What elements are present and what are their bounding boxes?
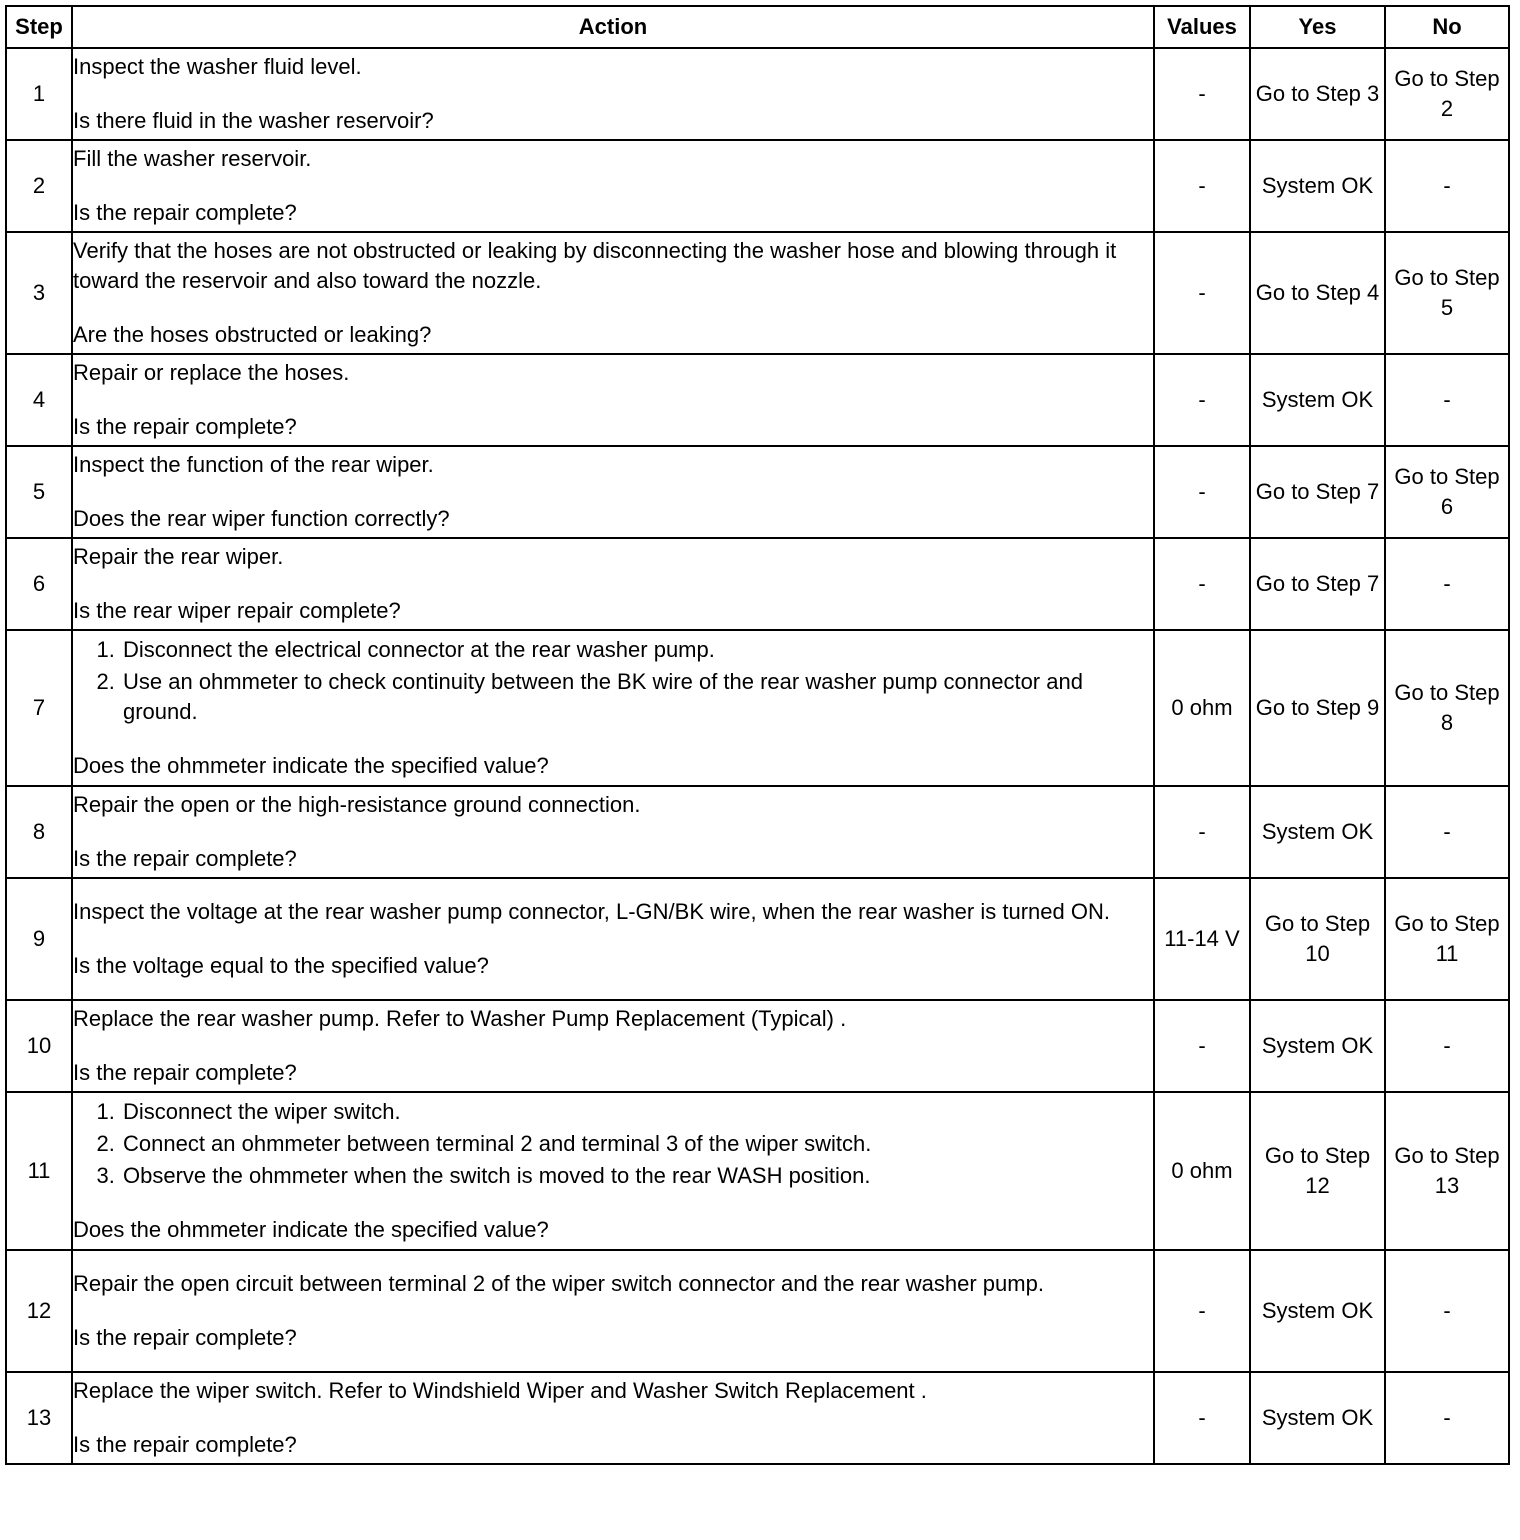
table-row [6, 140, 1509, 232]
action-text: Inspect the voltage at the rear washer pump connector, L-GN/BK wire, when the rear washer is turned ON. [73, 899, 1110, 924]
value-cell: - [1154, 1250, 1250, 1372]
list-item: 3. Observe the ohmmeter when the switch is moved to the rear WASH position. [121, 1161, 1153, 1191]
action-question: Is the repair complete? [73, 200, 297, 225]
action-text: Repair the open or the high-resistance ground connection. [73, 792, 641, 817]
table-row [6, 630, 1509, 786]
action-cell [72, 48, 1154, 140]
action-cell [72, 1250, 1154, 1372]
step-number: 4 [6, 354, 72, 446]
action-cell [72, 1372, 1154, 1464]
table-row [6, 446, 1509, 538]
action-text: Inspect the function of the rear wiper. [73, 452, 434, 477]
yes-cell: System OK [1250, 1372, 1385, 1464]
yes-cell: Go to Step 4 [1250, 232, 1385, 354]
table-row [6, 354, 1509, 446]
no-cell: - [1385, 1000, 1509, 1092]
action-cell [72, 446, 1154, 538]
value-cell: - [1154, 1000, 1250, 1092]
list-item: 2. Use an ohmmeter to check continuity between the BK wire of the rear washer pump connector and ground. [121, 667, 1153, 727]
value-cell: - [1154, 140, 1250, 232]
action-cell [72, 1000, 1154, 1092]
action-question: Does the ohmmeter indicate the specified value? [73, 1217, 549, 1242]
value-cell: - [1154, 232, 1250, 354]
action-text: Repair the open circuit between terminal 2 of the wiper switch connector and the rear washer pump. [73, 1271, 1044, 1296]
action-question: Is the rear wiper repair complete? [73, 598, 401, 623]
yes-cell: Go to Step 9 [1250, 630, 1385, 786]
no-cell: - [1385, 786, 1509, 878]
no-cell: Go to Step 2 [1385, 48, 1509, 140]
no-cell: - [1385, 1250, 1509, 1372]
value-cell: - [1154, 446, 1250, 538]
no-cell: Go to Step 8 [1385, 630, 1509, 786]
action-question: Is there fluid in the washer reservoir? [73, 108, 434, 133]
list-item: 2. Connect an ohmmeter between terminal 2 and terminal 3 of the wiper switch. [121, 1129, 1153, 1159]
step-number: 2 [6, 140, 72, 232]
value-cell: 11-14 V [1154, 878, 1250, 1000]
action-cell [72, 140, 1154, 232]
action-text: Replace the wiper switch. Refer to Windshield Wiper and Washer Switch Replacement . [73, 1378, 927, 1403]
yes-cell: Go to Step 12 [1250, 1092, 1385, 1250]
action-cell [72, 538, 1154, 630]
list-item: 1. Disconnect the wiper switch. [121, 1097, 1153, 1127]
action-question: Does the ohmmeter indicate the specified value? [73, 753, 549, 778]
no-cell: Go to Step 5 [1385, 232, 1509, 354]
no-cell: - [1385, 354, 1509, 446]
table-row [6, 538, 1509, 630]
action-question: Is the repair complete? [73, 846, 297, 871]
value-cell: - [1154, 538, 1250, 630]
step-number: 7 [6, 630, 72, 786]
header-values: Values [1154, 6, 1250, 48]
value-cell: - [1154, 354, 1250, 446]
step-number: 9 [6, 878, 72, 1000]
action-question: Is the voltage equal to the specified value? [73, 953, 489, 978]
no-cell: Go to Step 11 [1385, 878, 1509, 1000]
yes-cell: Go to Step 3 [1250, 48, 1385, 140]
action-cell [72, 354, 1154, 446]
action-question: Are the hoses obstructed or leaking? [73, 322, 432, 347]
yes-cell: System OK [1250, 354, 1385, 446]
action-text: Repair the rear wiper. [73, 544, 284, 569]
step-number: 8 [6, 786, 72, 878]
action-cell [72, 786, 1154, 878]
action-text: Replace the rear washer pump. Refer to Washer Pump Replacement (Typical) . [73, 1006, 847, 1031]
table-row [6, 1372, 1509, 1464]
table-row [6, 878, 1509, 1000]
value-cell: - [1154, 48, 1250, 140]
action-question: Is the repair complete? [73, 1432, 297, 1457]
yes-cell: System OK [1250, 140, 1385, 232]
action-cell [72, 878, 1154, 1000]
action-text: Inspect the washer fluid level. [73, 54, 362, 79]
action-question: Does the rear wiper function correctly? [73, 506, 450, 531]
diagnostic-table [5, 5, 1510, 1465]
no-cell: Go to Step 13 [1385, 1092, 1509, 1250]
yes-cell: Go to Step 7 [1250, 538, 1385, 630]
action-question: Is the repair complete? [73, 1325, 297, 1350]
action-cell [72, 232, 1154, 354]
yes-cell: Go to Step 7 [1250, 446, 1385, 538]
header-step: Step [6, 6, 72, 48]
action-text: Verify that the hoses are not obstructed or leaking by disconnecting the washer hose and blowing through it toward the reservoir and also toward the nozzle. [73, 238, 1117, 293]
yes-cell: System OK [1250, 1250, 1385, 1372]
no-cell: - [1385, 1372, 1509, 1464]
action-steps-list [73, 1097, 1153, 1191]
step-number: 5 [6, 446, 72, 538]
list-item: 1. Disconnect the electrical connector at the rear washer pump. [121, 635, 1153, 665]
action-cell [72, 1092, 1154, 1250]
step-number: 12 [6, 1250, 72, 1372]
no-cell: - [1385, 538, 1509, 630]
header-row [6, 6, 1509, 48]
action-text: Repair or replace the hoses. [73, 360, 350, 385]
no-cell: Go to Step 6 [1385, 446, 1509, 538]
table-row [6, 786, 1509, 878]
action-steps-list [73, 635, 1153, 727]
value-cell: - [1154, 786, 1250, 878]
table-row [6, 1000, 1509, 1092]
value-cell: 0 ohm [1154, 1092, 1250, 1250]
header-no: No [1385, 6, 1509, 48]
action-text: Fill the washer reservoir. [73, 146, 312, 171]
action-question: Is the repair complete? [73, 414, 297, 439]
step-number: 6 [6, 538, 72, 630]
step-number: 3 [6, 232, 72, 354]
step-number: 10 [6, 1000, 72, 1092]
header-yes: Yes [1250, 6, 1385, 48]
value-cell: - [1154, 1372, 1250, 1464]
yes-cell: System OK [1250, 1000, 1385, 1092]
yes-cell: Go to Step 10 [1250, 878, 1385, 1000]
action-question: Is the repair complete? [73, 1060, 297, 1085]
table-row [6, 232, 1509, 354]
step-number: 1 [6, 48, 72, 140]
action-cell [72, 630, 1154, 786]
step-number: 11 [6, 1092, 72, 1250]
table-row [6, 1092, 1509, 1250]
step-number: 13 [6, 1372, 72, 1464]
table-row [6, 48, 1509, 140]
table-row [6, 1250, 1509, 1372]
yes-cell: System OK [1250, 786, 1385, 878]
value-cell: 0 ohm [1154, 630, 1250, 786]
header-action: Action [72, 6, 1154, 48]
no-cell: - [1385, 140, 1509, 232]
